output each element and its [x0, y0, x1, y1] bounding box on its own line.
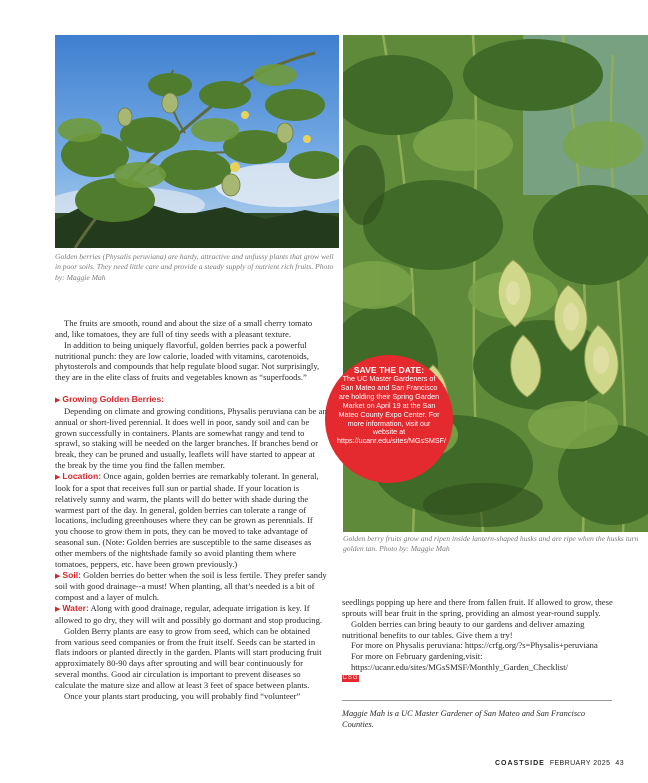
- bio-divider: [342, 700, 612, 701]
- callout-title: SAVE THE DATE:: [353, 365, 425, 375]
- photo-left-caption: Golden berries (Physalis peruviana) are hardy, attractive and unfussy plants that grow well in poor soils. They need little care and provide a steady supply of nutrient rich fruits. Photo by: Maggie Mah: [55, 252, 334, 282]
- soil-paragraph: [55, 570, 327, 604]
- soil-heading: Soil:: [62, 569, 82, 580]
- triangle-bullet-icon: ▶: [55, 472, 61, 481]
- save-the-date-callout: [325, 355, 453, 483]
- article-column-left: [55, 318, 327, 702]
- article-paragraph: Golden berries can bring beauty to our gardens and deliver amazing nutritional benefits to our tables. Give them a try!: [342, 618, 585, 640]
- magazine-name: COASTSIDE: [494, 760, 545, 767]
- growing-heading-line: [55, 394, 327, 406]
- growing-heading: Growing Golden Berries:: [62, 394, 165, 405]
- end-mark-line: [342, 673, 614, 684]
- soil-text: Golden berries do better when the soil is less fertile. They prefer sandy soil with good drainage--a must! When planting, all that’s needed is a bit of compost and a layer of mulch.: [55, 569, 327, 603]
- callout-body: The UC Master Gardeners of San Mateo and San Francisco are holding their Spring Garden Market on April 19 at the San Mateo County Expo Center. For more information, visit our website at https://ucanr.edu/sites/MGsSMSF/: [337, 374, 447, 446]
- checklist-link[interactable]: https://ucanr.edu/sites/MGsSMSF/Monthly_Garden_Checklist/: [351, 662, 568, 673]
- water-paragraph: [55, 603, 327, 626]
- article-paragraph: Golden Berry plants are easy to grow from seed, which can be obtained from various seed companies or from the fruit itself. Seeds can be started in flats indoors or planted directly in the garden. Plants will start producing fruit approximately 80-90 days after sprouting and will bear continuously for several months. Good air circulation is important to prevent diseases so calculate the mature size and allow at least 3 feet of space between plants.: [55, 625, 322, 690]
- article-paragraph: In addition to being uniquely flavorful, golden berries pack a powerful nutritional punch: they are low calorie, loaded with vitamins, carotenoids, phytosterols and compounds that help regulate blood sugar. Not surprisingly, they are in the elite class of fruits and vegetables known as “superfoods.”: [55, 339, 320, 383]
- water-text: Along with good drainage, regular, adequate irrigation is key. If allowed to go dry, they will wilt and possibly go dormant and stop producing.: [55, 603, 323, 625]
- article-paragraph: For more on Physalis peruviana: https://crfg.org/?s=Physalis+peruviana: [351, 640, 598, 651]
- triangle-bullet-icon: ▶: [55, 571, 61, 580]
- triangle-bullet-icon: ▶: [55, 605, 61, 614]
- article-paragraph: seedlings popping up here and there from fallen fruit. If allowed to grow, these sprouts will bear fruit in the spring, providing an almost year-round supply.: [342, 597, 613, 618]
- article-paragraph: The fruits are smooth, round and about the size of a small cherry tomato and, like tomatoes, they are full of tiny seeds with a pleasant texture.: [55, 318, 313, 339]
- water-heading: Water:: [62, 603, 89, 614]
- triangle-bullet-icon: ▶: [55, 396, 61, 405]
- page-number: 43: [615, 760, 624, 767]
- location-text: Once again, golden berries are remarkably tolerant. In general, look for a spot that receives full sun or partial shade. If your location is relatively sunny and warm, the plants will do better with shade during the warmest part of the day. In general, golden berries can tolerate a range of locations, including greenhouses where they can be grown as perennials. If you choose to grow them in pots, they can be moved to take advantage of seasonal sun. (Note: Golden berries are susceptible to the same diseases as other members of the nightshade family so avoid planting them where tomatoes, peppers, etc. have been grown previously.): [55, 470, 319, 569]
- article-paragraph: For more on February gardening,visit:: [351, 651, 483, 662]
- issue-month: FEBRUARY 2025: [549, 760, 611, 767]
- photo-golden-berries-sky: [55, 35, 339, 248]
- author-bio: Maggie Mah is a UC Master Gardener of San Mateo and San Francisco Counties.: [342, 709, 586, 729]
- photo-right-caption: Golden berry fruits grow and ripen inside lantern-shaped husks and are ripe when the husks turn golden tan. Photo by: Maggie Mah: [343, 534, 639, 554]
- article-column-right: [342, 597, 614, 684]
- photo-golden-berries-sky-image: [55, 35, 339, 248]
- location-paragraph: [55, 471, 327, 570]
- page-footer: [495, 760, 624, 767]
- end-mark-icon: CSG: [342, 675, 359, 682]
- article-paragraph: Once your plants start producing, you will probably find “volunteer”: [64, 690, 301, 701]
- location-heading: Location:: [62, 470, 102, 481]
- article-paragraph: Depending on climate and growing conditions, Physalis peruviana can be an annual or short-lived perennial. It does well in poor, sandy soil and can be grown successfully in containers. Plants are somewhat rangy and tend to sprawl, so staking will be needed on the larger branches. If branches bend or break, they can be pruned and usually, leaflets will have started to appear at the break by the time you find the fallen member.: [55, 405, 327, 471]
